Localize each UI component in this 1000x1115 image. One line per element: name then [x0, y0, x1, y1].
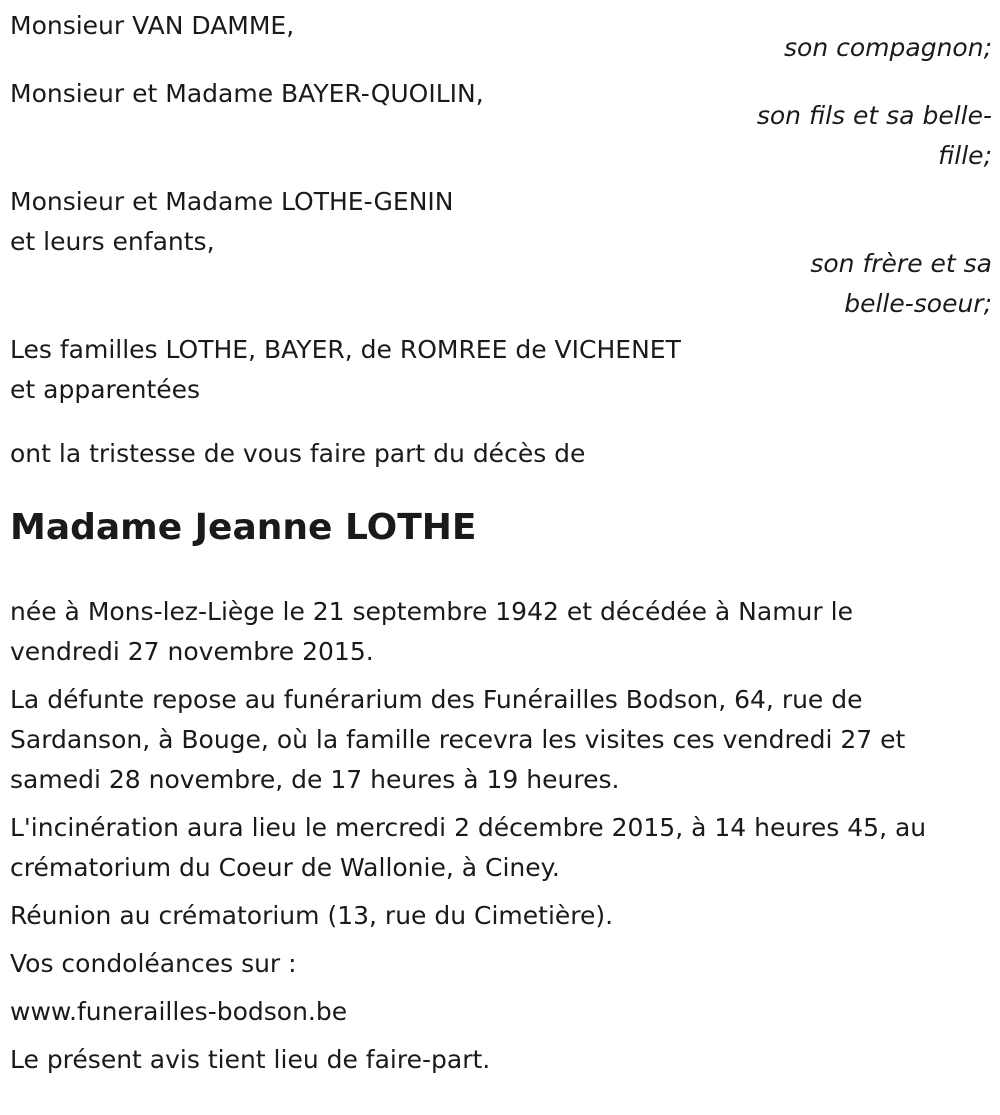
paragraph-line: Le présent avis tient lieu de faire-part. [10, 1045, 491, 1074]
condolences-paragraph [10, 944, 990, 984]
incineration-paragraph [10, 808, 990, 888]
family-relation: fille; [938, 141, 992, 170]
family-names: Monsieur et Madame LOTHE-GENIN [10, 187, 454, 216]
paragraph-line: née à Mons-lez-Liège le 21 septembre 1942 et décédée à Namur le [10, 597, 853, 626]
paragraph-line: La défunte repose au funérarium des Funérailles Bodson, 64, rue de [10, 685, 863, 714]
announcement-text: ont la tristesse de vous faire part du décès de [10, 439, 586, 468]
meeting-paragraph [10, 896, 990, 936]
paragraph-line: Vos condoléances sur : [10, 949, 297, 978]
family-names: Monsieur et Madame BAYER-QUOILIN, [10, 79, 484, 108]
paragraph-line: L'incinération aura lieu le mercredi 2 décembre 2015, à 14 heures 45, au [10, 813, 927, 842]
paragraph-line: Réunion au crématorium (13, rue du Cimetière). [10, 901, 614, 930]
family-entry-others [10, 330, 990, 410]
family-entry-bayer-quoilin [10, 74, 990, 176]
paragraph-line: vendredi 27 novembre 2015. [10, 637, 374, 666]
funerarium-paragraph [10, 680, 990, 800]
family-entry-van-damme [10, 6, 990, 68]
paragraph-line: Sardanson, à Bouge, où la famille recevra les visites ces vendredi 27 et [10, 725, 906, 754]
family-relation: son frère et sa [810, 249, 992, 278]
notice-body [10, 592, 990, 1080]
family-names: Les familles LOTHE, BAYER, de ROMREE de VICHENET [10, 335, 681, 364]
family-relation: belle-soeur; [844, 289, 992, 318]
closing-paragraph [10, 1040, 990, 1080]
birth-death-paragraph [10, 592, 990, 672]
website-url[interactable]: www.funerailles-bodson.be [10, 997, 348, 1026]
family-names: Monsieur VAN DAMME, [10, 11, 295, 40]
family-names: et leurs enfants, [10, 227, 215, 256]
family-relation: son compagnon; [784, 33, 992, 62]
family-relation: son fils et sa belle- [756, 101, 992, 130]
deceased-name: Madame Jeanne LOTHE [10, 507, 477, 548]
family-entry-lothe-genin [10, 182, 990, 324]
website-link[interactable] [10, 992, 990, 1032]
paragraph-line: samedi 28 novembre, de 17 heures à 19 heures. [10, 765, 620, 794]
family-names: et apparentées [10, 375, 201, 404]
paragraph-line: crématorium du Coeur de Wallonie, à Ciney. [10, 853, 560, 882]
